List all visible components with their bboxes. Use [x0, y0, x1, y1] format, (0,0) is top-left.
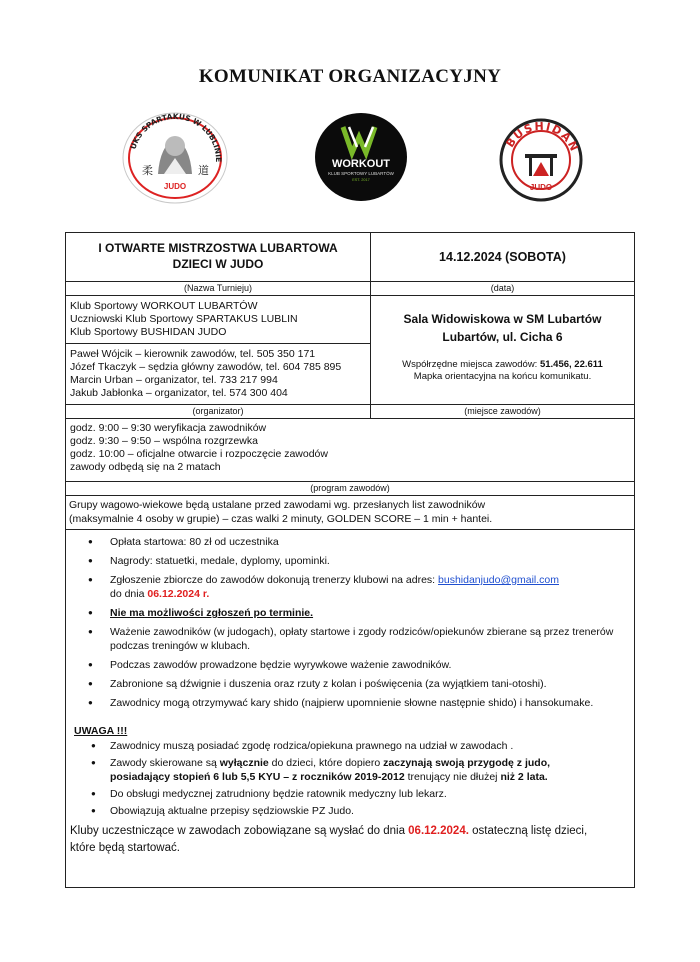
- warning-medical: ● Do obsługi medycznej zatrudniony będzie ratownik medyczny lub lekarz.: [66, 787, 634, 801]
- svg-text:KLUB SPORTOWY LUBARTÓW: KLUB SPORTOWY LUBARTÓW: [328, 171, 394, 176]
- program-label: (program zawodów): [66, 481, 634, 495]
- groups-row: [66, 496, 634, 530]
- svg-text:WORKOUT: WORKOUT: [331, 158, 391, 170]
- page-title: KOMUNIKAT ORGANIZACYJNY: [198, 66, 502, 87]
- rule-awards: ● Nagrody: statuetki, medale, dyplomy, upominki.: [66, 554, 634, 568]
- venue: Sala Widowiskowa w SM Lubartów Lubartów, ul. Cicha 6 Współrzędne miejsca zawodów: 51.456, 22.611 Mapka orientacyjna na końcu komunikatu.: [402, 312, 603, 382]
- rule-shido: ● Zawodnicy mogą otrzymywać kary shido (najpierw upomnienie słowne następnie shido) i hansokumake.: [66, 696, 634, 710]
- rules-row: [66, 530, 634, 887]
- svg-text:JUDO: JUDO: [163, 182, 187, 191]
- organizer-people: Paweł Wójcik – kierownik zawodów, tel. 505 350 171 Józef Tkaczyk – sędzia główny zawodów, tel. 604 785 895 Marcin Urban – organizator, tel. 733 217 994 Jakub Jabłonka – organizator, tel. 574 300 404: [70, 348, 342, 399]
- tournament-name: I OTWARTE MISTRZOSTWA LUBARTOWA DZIECI W JUDO: [98, 241, 338, 271]
- registration-deadline: 06.12.2024 r.: [147, 588, 210, 600]
- program-row: [66, 419, 634, 496]
- warning-rules: ● Obowiązują aktualne przepisy sędziowskie PZ Judo.: [66, 804, 634, 818]
- svg-text:JUDO: JUDO: [529, 183, 553, 192]
- svg-text:柔: 柔: [142, 165, 153, 177]
- venue-label: (miejsce zawodów): [371, 404, 634, 418]
- tournament-date: 14.12.2024 (SOBOTA): [439, 250, 566, 264]
- warning-consent: ● Zawodnicy muszą posiadać zgodę rodzica/opiekuna prawnego na udział w zawodach .: [66, 739, 634, 753]
- program-list: godz. 9:00 – 9:30 weryfikacja zawodników godz. 9:30 – 9:50 – wspólna rozgrzewka godz. 10:00 – oficjalne otwarcie i rozpoczęcie zawodów zawody odbędą się na 2 matach: [70, 422, 328, 473]
- rule-no-late: ● Nie ma możliwości zgłoszeń po terminie.: [66, 606, 634, 620]
- venue-coordinates: 51.456, 22.611: [539, 359, 603, 370]
- organizer-label: (organizator): [66, 404, 370, 418]
- rule-registration: ● Zgłoszenie zbiorcze do zawodów dokonują trenerzy klubowi na adres: bushidanjudo@gmail.com do dnia 06.12.2024 r.: [66, 573, 634, 601]
- rule-fee: ● Opłata startowa: 80 zł od uczestnika: [66, 535, 634, 549]
- organizer-venue-row: [66, 296, 634, 419]
- footer-note: Kluby uczestniczące w zawodach zobowiązane są wysłać do dnia 06.12.2024. ostateczną listę dzieci, które będą startować.: [70, 825, 588, 854]
- spartakus-logo: [120, 108, 230, 204]
- date-label: (data): [371, 281, 634, 295]
- svg-text:EST. 2017: EST. 2017: [352, 178, 370, 182]
- bushidan-logo: [497, 118, 585, 202]
- rule-random-weighing: ● Podczas zawodów prowadzone będzie wyrywkowe ważenie zawodników.: [66, 658, 634, 672]
- final-list-deadline: 06.12.2024.: [408, 825, 469, 837]
- warning-list: [66, 739, 634, 821]
- tournament-name-label: (Nazwa Turnieju): [66, 281, 370, 295]
- info-table: [65, 232, 635, 888]
- groups-info: Grupy wagowo-wiekowe będą ustalane przed zawodami wg. przesłanych list zawodników (maksymalnie 4 osoby w grupie) – czas walki 2 minuty, GOLDEN SCORE – 1 min + hantei.: [69, 499, 493, 525]
- workout-logo: [313, 111, 409, 203]
- rules-list: [66, 535, 634, 715]
- tournament-row: [66, 233, 634, 296]
- organizer-clubs: Klub Sportowy WORKOUT LUBARTÓW Uczniowski Klub Sportowy SPARTAKUS LUBLIN Klub Sportowy BUSHIDAN JUDO: [66, 296, 370, 344]
- warning-only-beginners: ● Zawody skierowane są wyłącznie do dzieci, które dopiero zaczynają swoją przygodę z judo, posiadający stopień 6 lub 5,5 KYU – z roczników 2019-2012 trenujący nie dłużej niż 2 lata.: [66, 756, 634, 784]
- svg-text:UKS SPARTAKUS W LUBLINIE: UKS SPARTAKUS W LUBLINIE: [128, 111, 224, 163]
- svg-text:BUSHIDAN: BUSHIDAN: [503, 119, 582, 155]
- rule-weighing: ● Ważenie zawodników (w judogach), opłaty startowe i zgody rodziców/opiekunów zbierane są przez trenerów podczas treningów w klubach.: [66, 625, 634, 653]
- svg-text:道: 道: [198, 165, 209, 177]
- rule-forbidden: ● Zabronione są dźwignie i duszenia oraz rzuty z kolan i poświęcenia (za wyjątkiem tani-otoshi).: [66, 677, 634, 691]
- registration-email-link[interactable]: bushidanjudo@gmail.com: [438, 574, 559, 586]
- warning-title: UWAGA !!!: [74, 725, 128, 737]
